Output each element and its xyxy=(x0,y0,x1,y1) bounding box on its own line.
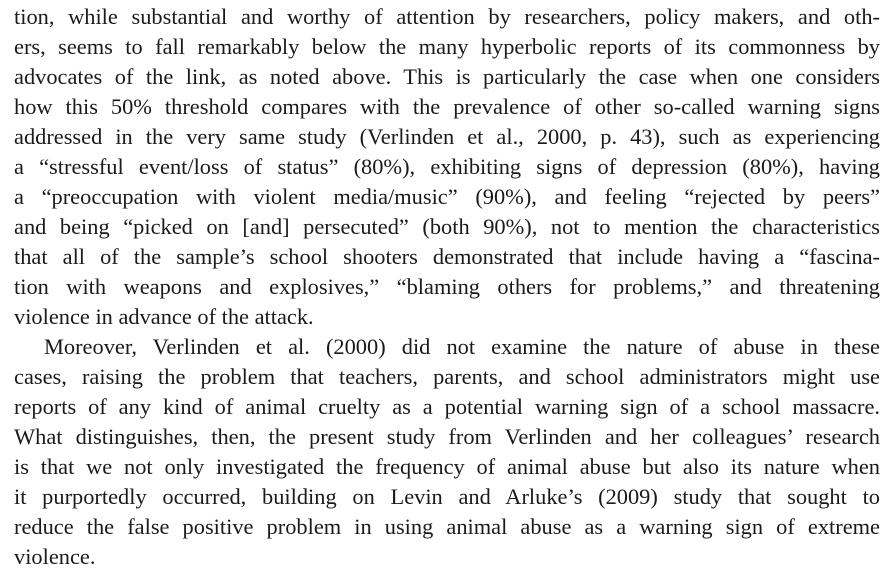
text-line: a “stressful event/loss of status” (80%), exhibiting signs of depression (80%), having xyxy=(14,154,880,179)
text-line: What distinguishes, then, the present study from Verlinden and her colleagues’ research xyxy=(14,424,880,449)
text-line: violence in advance of the attack. xyxy=(14,304,314,329)
text-line: a “preoccupation with violent media/music” (90%), and feeling “rejected by peers” xyxy=(14,184,880,209)
text-line: reports of any kind of animal cruelty as a potential warning sign of a school massacre. xyxy=(14,394,880,419)
text-line: ers, seems to fall remarkably below the many hyperbolic reports of its commonness by xyxy=(14,34,880,59)
document-page xyxy=(14,2,880,572)
paragraph-2 xyxy=(14,332,880,572)
text-line: reduce the false positive problem in using animal abuse as a warning sign of extreme xyxy=(14,514,880,539)
text-line: Moreover, Verlinden et al. (2000) did not examine the nature of abuse in these xyxy=(44,334,880,359)
paragraph-1 xyxy=(14,2,880,332)
text-line: advocates of the link, as noted above. This is particularly the case when one considers xyxy=(14,64,880,89)
text-line: tion with weapons and explosives,” “blaming others for problems,” and threatening xyxy=(14,274,880,299)
text-line: tion, while substantial and worthy of attention by researchers, policy makers, and oth- xyxy=(14,4,880,29)
text-line: cases, raising the problem that teachers, parents, and school administrators might use xyxy=(14,364,880,389)
text-line: violence. xyxy=(14,544,96,569)
text-line: it purportedly occurred, building on Levin and Arluke’s (2009) study that sought to xyxy=(14,484,880,509)
text-line: and being “picked on [and] persecuted” (both 90%), not to mention the characteristics xyxy=(14,214,880,239)
text-line: is that we not only investigated the frequency of animal abuse but also its nature when xyxy=(14,454,880,479)
text-line: addressed in the very same study (Verlinden et al., 2000, p. 43), such as experiencing xyxy=(14,124,880,149)
text-line: that all of the sample’s school shooters demonstrated that include having a “fascina- xyxy=(14,244,880,269)
text-line: how this 50% threshold compares with the prevalence of other so-called warning signs xyxy=(14,94,880,119)
